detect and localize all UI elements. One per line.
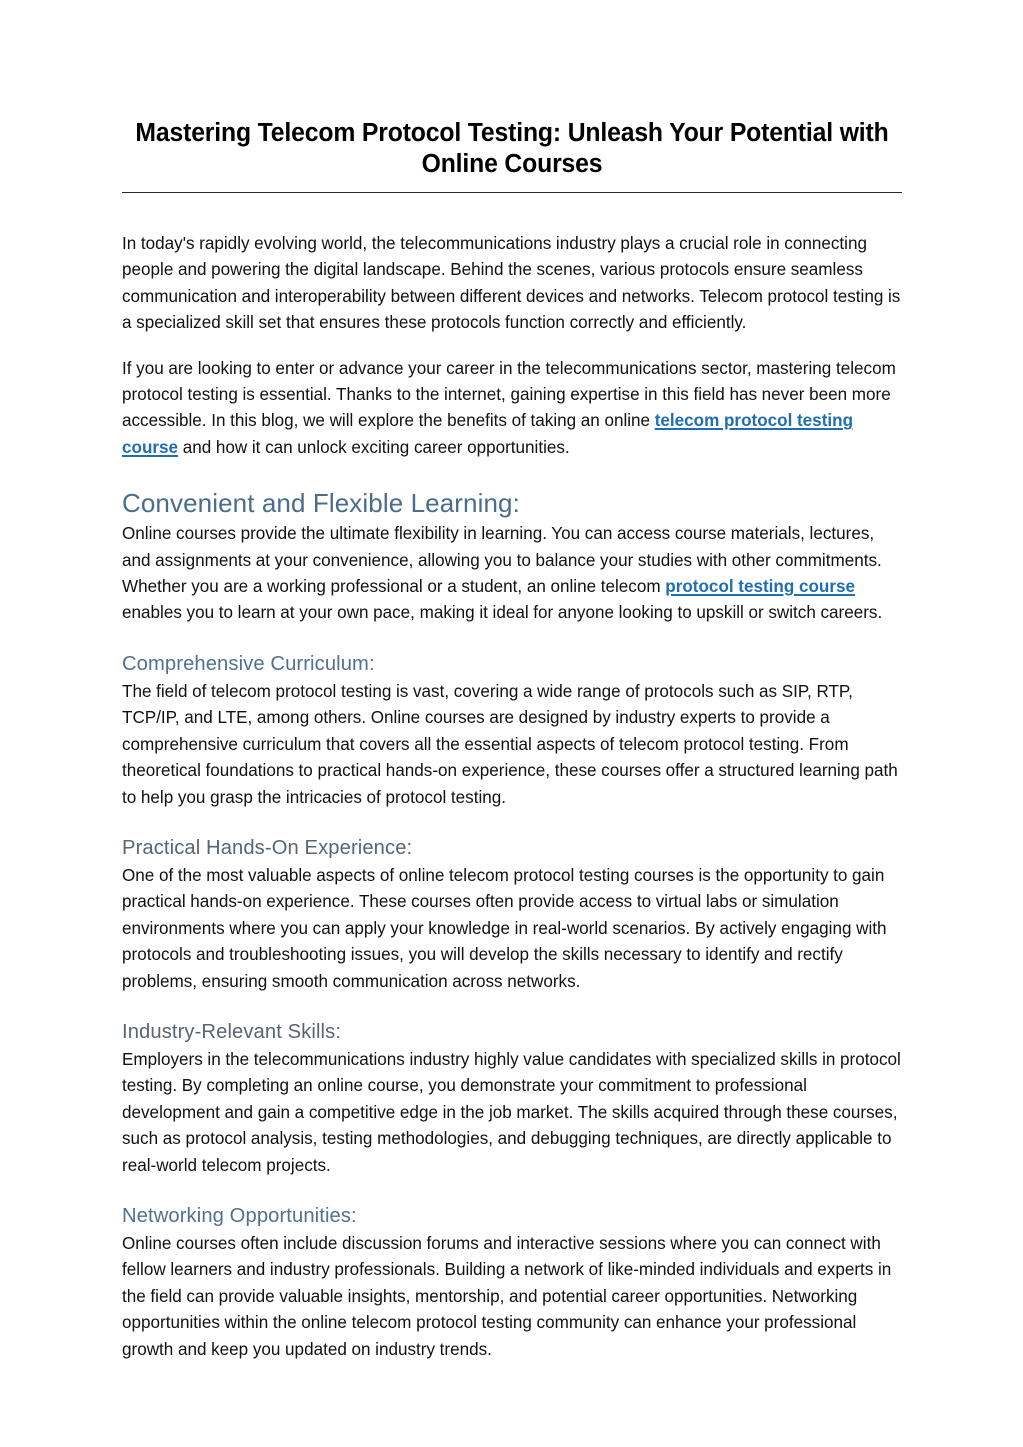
section-comprehensive-curriculum [122,651,902,811]
section-body-convenient-flexible-learning [122,521,902,627]
section-networking-opportunities [122,1203,902,1363]
section-industry-relevant-skills [122,1019,902,1179]
section-body-practical-hands-on-experience: One of the most valuable aspects of online telecom protocol testing courses is the opportunity to gain practical hands-on experience. These courses often provide access to virtual labs or simulation environments where you can apply your knowledge in real-world scenarios. By actively engaging with protocols and troubleshooting issues, you will develop the skills necessary to identify and rectify problems, ensuring smooth communication across networks. [122,865,887,991]
section-heading-practical-hands-on-experience: Practical Hands-On Experience: [122,836,413,859]
section-body-text-after: enables you to learn at your own pace, making it ideal for anyone looking to upskill or switch careers. [122,603,883,623]
intro-paragraph-2-text-before: If you are looking to enter or advance your career in the telecommunications sector, mastering telecom protocol testing is essential. Thanks to the internet, gaining expertise in this field has never been more accessible. In this blog, we will explore the benefits of taking an online [122,358,896,431]
section-body-text-before: Online courses provide the ultimate flexibility in learning. You can access course materials, lectures, and assignments at your convenience, allowing you to balance your studies with other commitments. Whether you are a working professional or a student, an online telecom [122,524,882,597]
section-practical-hands-on-experience [122,835,902,995]
intro-paragraph-2-text-after: and how it can unlock exciting career opportunities. [178,437,570,457]
title-divider [122,192,902,193]
section-heading-convenient-flexible-learning: Convenient and Flexible Learning: [122,488,520,519]
article-body [122,231,902,1363]
section-heading-comprehensive-curriculum: Comprehensive Curriculum: [122,652,375,675]
section-heading-industry-relevant-skills: Industry-Relevant Skills: [122,1020,342,1043]
section-body-networking-opportunities: Online courses often include discussion forums and interactive sessions where you can connect with fellow learners and industry professionals. Building a network of like-minded individuals and experts in the field can provide valuable insights, mentorship, and potential career opportunities. Networking opportunities within the online telecom protocol testing community can enhance your professional growth and keep you updated on industry trends. [122,1233,892,1359]
section-convenient-flexible-learning [122,487,902,627]
intro-paragraph-1: In today's rapidly evolving world, the telecommunications industry plays a crucial role in connecting people and powering the digital landscape. Behind the scenes, various protocols ensure seamless communication and interoperability between different devices and networks. Telecom protocol testing is a specialized skill set that ensures these protocols function correctly and efficiently. [122,234,901,333]
telecom-protocol-testing-course-link[interactable]: telecom protocol testing course [122,411,854,457]
section-heading-networking-opportunities: Networking Opportunities: [122,1204,357,1227]
section-body-comprehensive-curriculum: The field of telecom protocol testing is vast, covering a wide range of protocols such as SIP, RTP, TCP/IP, and LTE, among others. Online courses are designed by industry experts to provide a comprehensive curriculum that covers all the essential aspects of telecom protocol testing. From theoretical foundations to practical hands-on experience, these courses offer a structured learning path to help you grasp the intricacies of protocol testing. [122,681,898,807]
page-title: Mastering Telecom Protocol Testing: Unleash Your Potential with Online Courses [135,119,889,178]
document-content [122,118,902,1363]
protocol-testing-course-link[interactable]: protocol testing course [665,577,856,597]
section-body-industry-relevant-skills: Employers in the telecommunications industry highly value candidates with specialized skills in protocol testing. By completing an online course, you demonstrate your commitment to professional development and gain a competitive edge in the job market. The skills acquired through these courses, such as protocol analysis, testing methodologies, and debugging techniques, are directly applicable to real-world telecom projects. [122,1049,901,1175]
intro-paragraph-2 [122,356,902,462]
